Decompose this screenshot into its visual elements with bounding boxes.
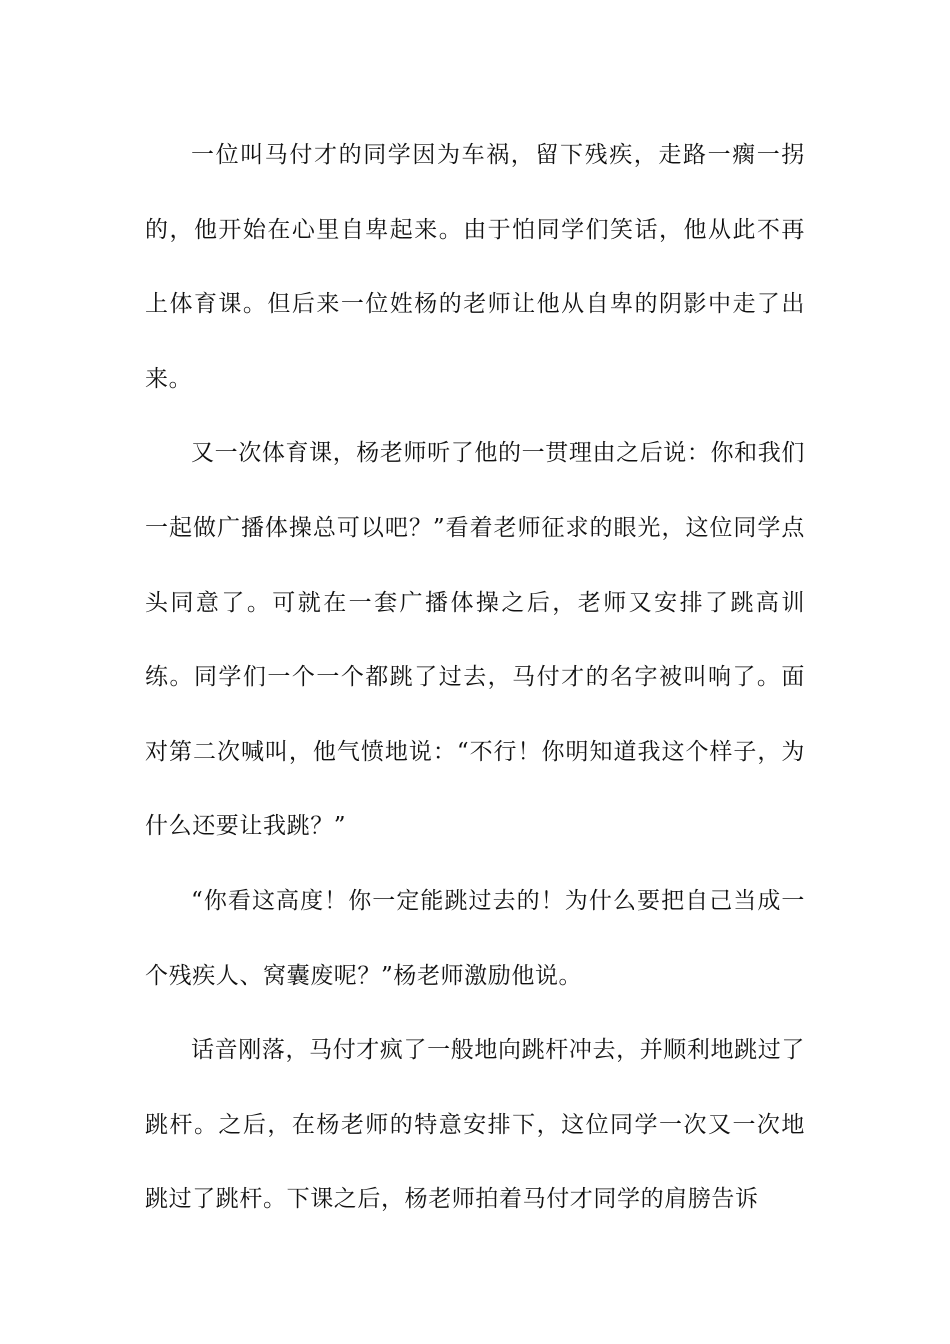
paragraph-3: “你看这高度！你一定能跳过去的！为什么要把自己当成一个残疾人、窝囊废呢？”杨老师激励他说。	[145, 887, 805, 989]
paragraph-1: 一位叫马付才的同学因为车祸，留下残疾，走路一瘸一拐的，他开始在心里自卑起来。由于怕同学们笑话，他从此不再上体育课。但后来一位姓杨的老师让他从自卑的阴影中走了出来。	[145, 142, 805, 392]
document-body	[145, 118, 805, 1237]
paragraph-4: 话音刚落，马付才疯了一般地向跳杆冲去，并顺利地跳过了跳杆。之后，在杨老师的特意安排下，这位同学一次又一次地跳过了跳杆。下课之后，杨老师拍着马付才同学的肩膀告诉	[145, 1037, 805, 1213]
paragraph-2: 又一次体育课，杨老师听了他的一贯理由之后说：你和我们一起做广播体操总可以吧？”看着老师征求的眼光，这位同学点头同意了。可就在一套广播体操之后，老师又安排了跳高训练。同学们一个一个都跳了过去，马付才的名字被叫响了。面对第二次喊叫，他气愤地说：“不行！你明知道我这个样子，为什么还要让我跳？”	[145, 440, 805, 840]
